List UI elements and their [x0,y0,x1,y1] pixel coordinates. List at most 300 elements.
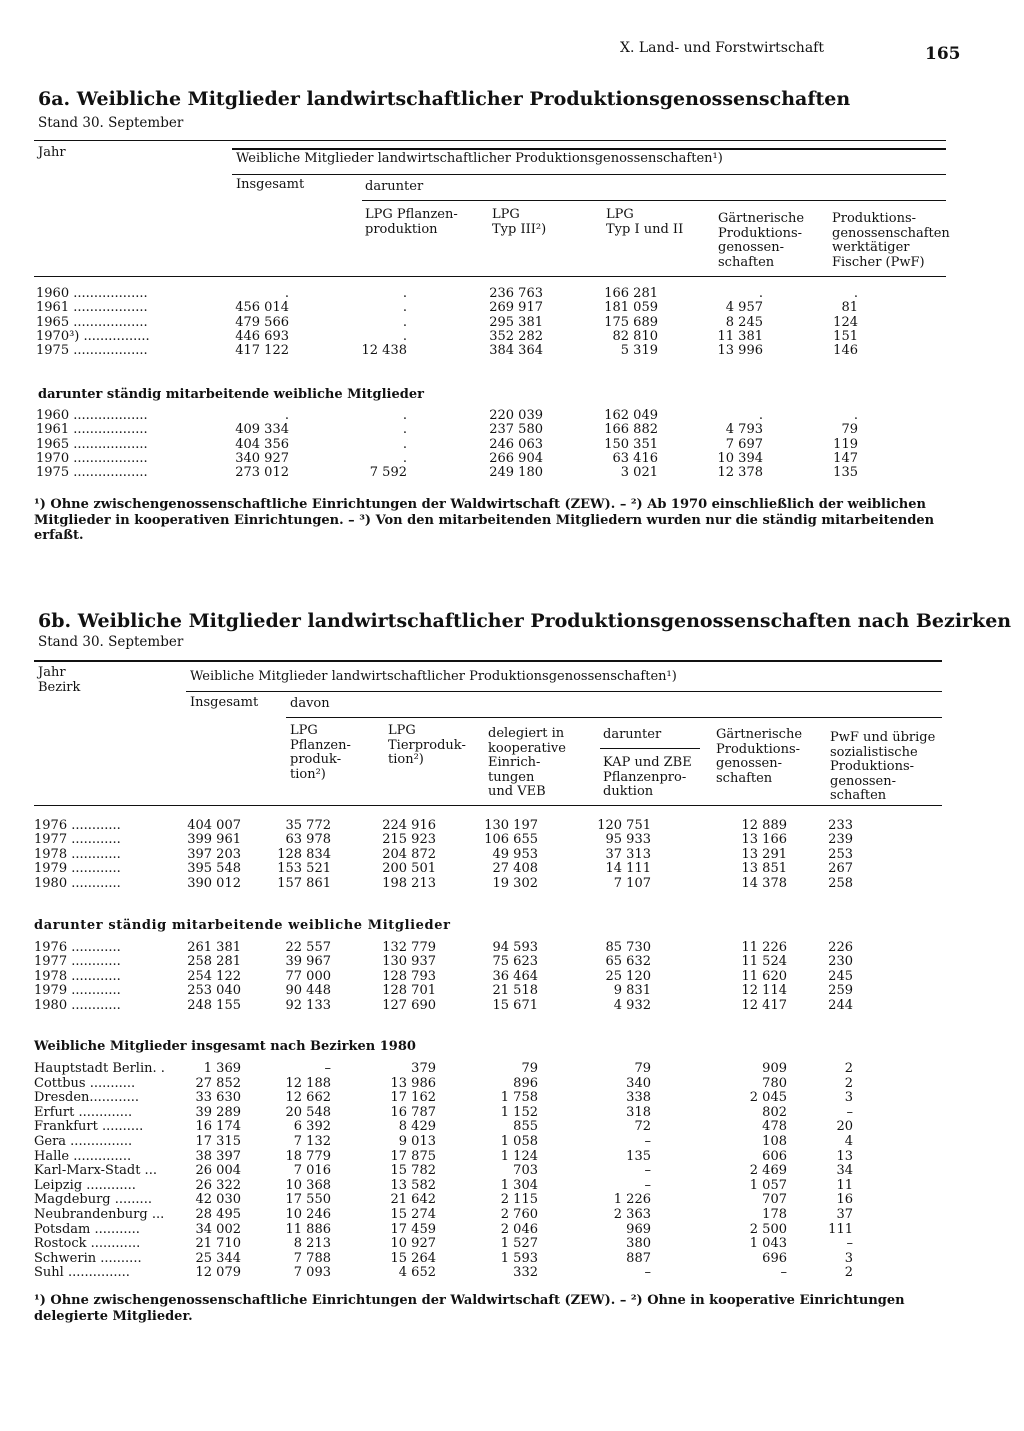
table-cell: 2 760 [500,1207,538,1222]
table-cell: 63 978 [285,832,331,848]
table-cell: 166 882 [604,422,658,438]
table-cell: 7 788 [293,1250,331,1266]
table-cell: 7 592 [369,465,407,481]
table-cell: – [644,1177,651,1193]
running-header: X. Land- und Forstwirtschaft [620,40,824,56]
table-cell: 39 967 [285,954,331,970]
row-label: 1960 .................. [36,408,148,423]
table-cell: 220 039 [489,408,543,423]
column-header-jahr: Jahr [38,145,66,160]
table-cell: 2 469 [749,1163,787,1179]
table-cell: – [324,1061,331,1076]
table-cell: 1 527 [500,1236,538,1252]
table-cell: 128 701 [382,983,436,999]
table-cell: 253 040 [187,983,241,999]
table-row [0,1134,1024,1149]
table-cell: 13 996 [717,343,763,359]
table-cell: 237 580 [489,422,543,438]
column-header-gaertnerische: Gärtnerische Produktions- genossen- schaften [718,211,805,270]
table-cell: 147 [833,450,858,466]
table-cell: . [402,408,407,423]
row-label: Gera ............... [34,1134,133,1149]
table-cell: 13 [836,1148,853,1164]
table-cell: 446 693 [235,328,289,344]
table-cell: 1 043 [749,1236,787,1252]
table-cell: 65 632 [605,954,651,970]
table-cell: 127 690 [382,997,436,1013]
table-cell: 14 111 [605,861,651,877]
row-label: 1965 .................. [36,314,148,330]
table-cell: 128 834 [277,846,331,862]
row-label: Suhl ............... [34,1265,130,1281]
column-header-delegiert: delegiert in kooperative Einrich- tungen und VEB [488,726,566,799]
row-label: 1965 .................. [36,436,148,452]
row-label: 1978 ............ [34,968,121,984]
table-cell: 3 [844,1250,853,1266]
table-row [0,1251,1024,1266]
table-cell: 969 [626,1221,651,1237]
table-cell: 108 [762,1134,787,1149]
table-row [0,408,1024,423]
table-cell: 249 180 [489,465,543,481]
table-cell: . [402,314,407,330]
table-cell: 12 079 [195,1265,241,1281]
table-row [0,876,1024,891]
table-cell: 5 319 [620,343,658,359]
table-cell: 10 246 [285,1207,331,1222]
table-cell: 404 007 [187,818,241,833]
table-cell: 135 [833,465,858,481]
table-cell: 215 923 [382,832,436,848]
table-6a-title: 6a. Weibliche Mitglieder landwirtschaftlicher Produktionsgenossenschaften [38,88,851,110]
row-label: 1975 .................. [36,465,148,481]
row-label: Karl-Marx-Stadt ... [34,1163,157,1179]
table-cell: 258 [828,875,853,891]
table-cell: 82 810 [612,328,658,344]
table-cell: 85 730 [605,940,651,955]
table-cell: 267 [828,861,853,877]
table-cell: – [846,1236,853,1252]
table-cell: 10 927 [390,1236,436,1252]
table-row [0,315,1024,330]
table-cell: 72 [634,1119,651,1135]
column-header-pwf: Produktions- genossenschaften werktätiger Fischer (PwF) [832,211,950,270]
table-cell: 34 002 [195,1221,241,1237]
table-cell: 380 [626,1236,651,1252]
table-cell: 456 014 [235,300,289,316]
table-cell: 254 122 [187,968,241,984]
table-cell: 79 [634,1061,651,1076]
table-cell: 1 152 [500,1104,538,1120]
row-label: Erfurt ............. [34,1104,133,1120]
table-6b-footnote: ¹) Ohne zwischengenossenschaftliche Einrichtungen der Waldwirtschaft (ZEW). – ²) Ohne in kooperative Einrichtungen delegierte Mitglieder. [34,1293,905,1324]
table-cell: 8 213 [293,1236,331,1252]
table-cell: 106 655 [484,832,538,848]
table-cell: 27 408 [492,861,538,877]
row-label: 1976 ............ [34,940,121,955]
table-cell: 124 [833,314,858,330]
row-label: 1980 ............ [34,997,121,1013]
table-cell: 1 226 [613,1192,651,1208]
row-label: Potsdam ........... [34,1221,140,1237]
table-cell: 269 917 [489,300,543,316]
table-cell: 13 851 [741,861,787,877]
table-cell: 27 852 [195,1075,241,1091]
row-label: 1977 ............ [34,832,121,848]
table-cell: 4 652 [398,1265,436,1281]
row-label: 1970 .................. [36,450,148,466]
table-cell: 340 927 [235,450,289,466]
table-cell: 17 162 [390,1090,436,1106]
table-6b-title: 6b. Weibliche Mitglieder landwirtschaftlicher Produktionsgenossenschaften nach Bezirken [38,610,1012,632]
table-6b-section-2: darunter ständig mitarbeitende weibliche Mitglieder [34,918,451,933]
row-label: Frankfurt .......... [34,1119,144,1135]
table-cell: 404 356 [235,436,289,452]
table-cell: 8 245 [725,314,763,330]
rule [286,717,942,718]
table-cell: 909 [762,1061,787,1076]
table-row [0,1076,1024,1091]
table-cell: 258 281 [187,954,241,970]
table-cell: 25 120 [605,968,651,984]
table-cell: 119 [833,436,858,452]
table-cell: 855 [513,1119,538,1135]
table-cell: 34 [836,1163,853,1179]
column-header-kap-zbe: KAP und ZBE Pflanzenpro- duktion [603,755,692,799]
table-cell: 11 [836,1177,853,1193]
table-cell: . [853,286,858,301]
row-label: 1961 .................. [36,422,148,438]
table-cell: 10 394 [717,450,763,466]
table-cell: 479 566 [235,314,289,330]
table-cell: 15 782 [390,1163,436,1179]
table-cell: 7 132 [293,1134,331,1149]
table-cell: 4 932 [613,997,651,1013]
table-cell: 399 961 [187,832,241,848]
table-cell: 21 642 [390,1192,436,1208]
table-row [0,1265,1024,1280]
column-header-jahr-bezirk: Jahr Bezirk [38,665,81,695]
table-cell: 802 [762,1104,787,1120]
table-cell: 111 [828,1221,853,1237]
table-cell: 75 623 [492,954,538,970]
table-cell: . [402,436,407,452]
table-row [0,422,1024,437]
table-cell: 2 500 [749,1221,787,1237]
table-cell: 200 501 [382,861,436,877]
table-cell: 2 363 [613,1207,651,1222]
table-cell: 4 957 [725,300,763,316]
table-row [0,983,1024,998]
table-cell: 166 281 [604,286,658,301]
table-cell: 239 [828,832,853,848]
table-cell: 7 016 [293,1163,331,1179]
column-header-lpg-typ3: LPG Typ III²) [492,207,547,237]
table-6a-section-2: darunter ständig mitarbeitende weibliche Mitglieder [38,387,424,402]
table-cell: 1 057 [749,1177,787,1193]
table-cell: . [284,408,289,423]
table-cell: 151 [833,328,858,344]
table-cell: 12 662 [285,1090,331,1106]
table-cell: 1 758 [500,1090,538,1106]
table-cell: 77 000 [285,968,331,984]
table-cell: 2 115 [500,1192,538,1208]
table-cell: 318 [626,1104,651,1120]
table-cell: 15 671 [492,997,538,1013]
table-cell: 2 046 [500,1221,538,1237]
column-header-darunter: darunter [365,179,424,194]
table-cell: 245 [828,968,853,984]
rule [34,660,942,662]
table-cell: 384 364 [489,343,543,359]
table-cell: 26 322 [195,1177,241,1193]
table-row [0,1222,1024,1237]
table-row [0,451,1024,466]
table-cell: 11 381 [717,328,763,344]
page-number: 165 [925,44,961,64]
table-cell: 178 [762,1207,787,1222]
table-cell: 13 582 [390,1177,436,1193]
table-cell: 21 518 [492,983,538,999]
row-label: 1976 ............ [34,818,121,833]
table-row [0,1090,1024,1105]
table-cell: 181 059 [604,300,658,316]
table-cell: 175 689 [604,314,658,330]
row-label: Dresden............ [34,1090,139,1106]
table-cell: – [780,1265,787,1281]
table-cell: 17 315 [195,1134,241,1149]
table-cell: 409 334 [235,422,289,438]
table-cell: 12 188 [285,1075,331,1091]
column-header-main: Weibliche Mitglieder landwirtschaftlicher Produktionsgenossenschaften¹) [236,151,723,166]
table-cell: 352 282 [489,328,543,344]
table-cell: 379 [411,1061,436,1076]
row-label: Leipzig ............ [34,1177,136,1193]
rule [232,148,946,150]
rule [232,174,946,175]
rule [186,691,942,692]
rule [600,748,700,749]
table-cell: 417 122 [235,343,289,359]
table-cell: 7 093 [293,1265,331,1281]
table-cell: 94 593 [492,940,538,955]
table-row [0,832,1024,847]
table-cell: 25 344 [195,1250,241,1266]
table-cell: 230 [828,954,853,970]
table-cell: – [644,1134,651,1149]
row-label: Hauptstadt Berlin. . [34,1061,165,1076]
table-cell: 4 [844,1134,853,1149]
row-label: Rostock ............ [34,1236,141,1252]
table-cell: 16 174 [195,1119,241,1135]
rule [34,140,946,141]
table-row [0,437,1024,452]
table-cell: 13 986 [390,1075,436,1091]
column-header-darunter: darunter [603,727,662,742]
table-cell: 246 063 [489,436,543,452]
table-cell: 90 448 [285,983,331,999]
table-cell: 233 [828,818,853,833]
table-cell: . [758,408,763,423]
table-cell: 3 [844,1090,853,1106]
row-label: 1961 .................. [36,300,148,316]
table-cell: 295 381 [489,314,543,330]
table-cell: 15 264 [390,1250,436,1266]
rule [34,805,942,806]
row-label: 1975 .................. [36,343,148,359]
table-cell: . [758,286,763,301]
table-cell: 606 [762,1148,787,1164]
table-cell: 1 304 [500,1177,538,1193]
table-cell: 6 392 [293,1119,331,1135]
table-cell: 226 [828,940,853,955]
table-cell: 13 291 [741,846,787,862]
table-cell: 236 763 [489,286,543,301]
table-cell: 37 [836,1207,853,1222]
table-cell: 478 [762,1119,787,1135]
table-cell: 9 013 [398,1134,436,1149]
table-cell: 1 369 [203,1061,241,1076]
row-label: 1960 .................. [36,286,148,301]
table-row [0,343,1024,358]
table-cell: 16 787 [390,1104,436,1120]
table-cell: 39 289 [195,1104,241,1120]
table-row [0,300,1024,315]
table-row [0,1163,1024,1178]
table-cell: 332 [513,1265,538,1281]
table-cell: 14 378 [741,875,787,891]
table-cell: 79 [521,1061,538,1076]
table-row [0,465,1024,480]
rule [34,276,946,277]
table-cell: 253 [828,846,853,862]
table-cell: 248 155 [187,997,241,1013]
table-cell: 153 521 [277,861,331,877]
row-label: 1980 ............ [34,875,121,891]
table-cell: 146 [833,343,858,359]
table-cell: 204 872 [382,846,436,862]
table-cell: 22 557 [285,940,331,955]
table-6a-footnote: ¹) Ohne zwischengenossenschaftliche Einrichtungen der Waldwirtschaft (ZEW). – ²) Ab 1970 einschließlich der weiblichen Mitglieder in kooperativen Einrichtungen. – ³) Von den mitarbeitenden Mitgliedern wurden nur die ständig mitarbeitenden erfaßt. [34,497,935,543]
table-cell: 198 213 [382,875,436,891]
column-header-insgesamt: Insgesamt [236,177,305,192]
table-cell: 12 114 [741,983,787,999]
table-cell: 17 550 [285,1192,331,1208]
row-label: Neubrandenburg ... [34,1207,165,1222]
table-row [0,1178,1024,1193]
table-cell: 81 [841,300,858,316]
table-cell: 12 417 [741,997,787,1013]
row-label: 1979 ............ [34,861,121,877]
table-cell: 8 429 [398,1119,436,1135]
table-cell: 12 889 [741,818,787,833]
table-cell: . [402,286,407,301]
table-cell: 33 630 [195,1090,241,1106]
table-row [0,940,1024,955]
table-6b-subtitle: Stand 30. September [38,634,184,650]
table-cell: 79 [841,422,858,438]
table-cell: 1 058 [500,1134,538,1149]
table-cell: 12 378 [717,465,763,481]
table-cell: 244 [828,997,853,1013]
row-label: 1979 ............ [34,983,121,999]
column-header-insgesamt: Insgesamt [190,695,259,710]
table-cell: 9 831 [613,983,651,999]
column-header-lpg-pflanzen: LPG Pflanzen- produktion [365,207,458,237]
table-cell: 15 274 [390,1207,436,1222]
table-cell: 162 049 [604,408,658,423]
table-cell: 150 351 [604,436,658,452]
table-cell: 397 203 [187,846,241,862]
table-cell: 340 [626,1075,651,1091]
table-cell: 28 495 [195,1207,241,1222]
table-cell: 3 021 [620,465,658,481]
table-cell: 13 166 [741,832,787,848]
table-cell: 780 [762,1075,787,1091]
table-cell: 11 620 [741,968,787,984]
row-label: 1970³) ................ [36,328,150,344]
table-row [0,286,1024,301]
row-label: Magdeburg ......... [34,1192,152,1208]
row-label: 1978 ............ [34,846,121,862]
table-cell: 11 524 [741,954,787,970]
table-cell: 35 772 [285,818,331,833]
table-cell: 338 [626,1090,651,1106]
table-row [0,954,1024,969]
table-cell: 135 [626,1148,651,1164]
column-header-lpg-typ12: LPG Typ I und II [606,207,684,237]
table-cell: . [284,286,289,301]
table-row [0,969,1024,984]
table-cell: 11 886 [285,1221,331,1237]
table-cell: 261 381 [187,940,241,955]
table-cell: 20 548 [285,1104,331,1120]
table-cell: . [853,408,858,423]
table-cell: 10 368 [285,1177,331,1193]
table-cell: 37 313 [605,846,651,862]
table-cell: 224 916 [382,818,436,833]
column-header-pwf-uebrige: PwF und übrige sozialistische Produktions- genossen- schaften [830,730,936,803]
table-cell: – [846,1104,853,1120]
rule [362,200,946,201]
table-cell: 1 593 [500,1250,538,1266]
table-cell: 896 [513,1075,538,1091]
table-cell: 128 793 [382,968,436,984]
table-cell: 2 [844,1061,853,1076]
table-cell: 2 [844,1265,853,1281]
column-header-lpg-pflanzen: LPG Pflanzen- produk- tion²) [290,723,351,782]
table-cell: 11 226 [741,940,787,955]
table-cell: . [402,300,407,316]
table-cell: 130 937 [382,954,436,970]
table-row [0,1119,1024,1134]
table-cell: 4 793 [725,422,763,438]
table-cell: 273 012 [235,465,289,481]
column-header-lpg-tier: LPG Tierproduk- tion²) [388,723,466,767]
table-row [0,1149,1024,1164]
table-cell: 49 953 [492,846,538,862]
table-row [0,329,1024,344]
row-label: Halle .............. [34,1148,132,1164]
table-cell: 266 904 [489,450,543,466]
table-row [0,1236,1024,1251]
table-cell: – [644,1265,651,1281]
row-label: Cottbus ........... [34,1075,136,1091]
table-cell: 259 [828,983,853,999]
table-cell: . [402,450,407,466]
table-cell: 395 548 [187,861,241,877]
table-cell: 26 004 [195,1163,241,1179]
